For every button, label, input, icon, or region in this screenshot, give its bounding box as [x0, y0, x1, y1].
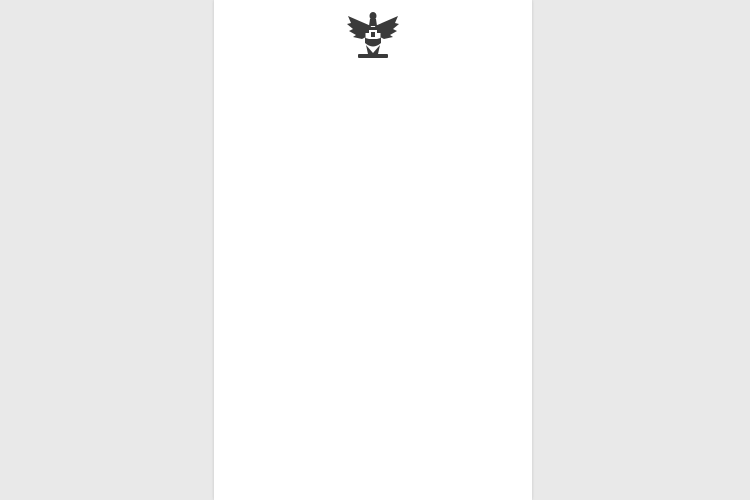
letter-page — [214, 0, 532, 500]
garuda-emblem-icon — [344, 10, 402, 62]
